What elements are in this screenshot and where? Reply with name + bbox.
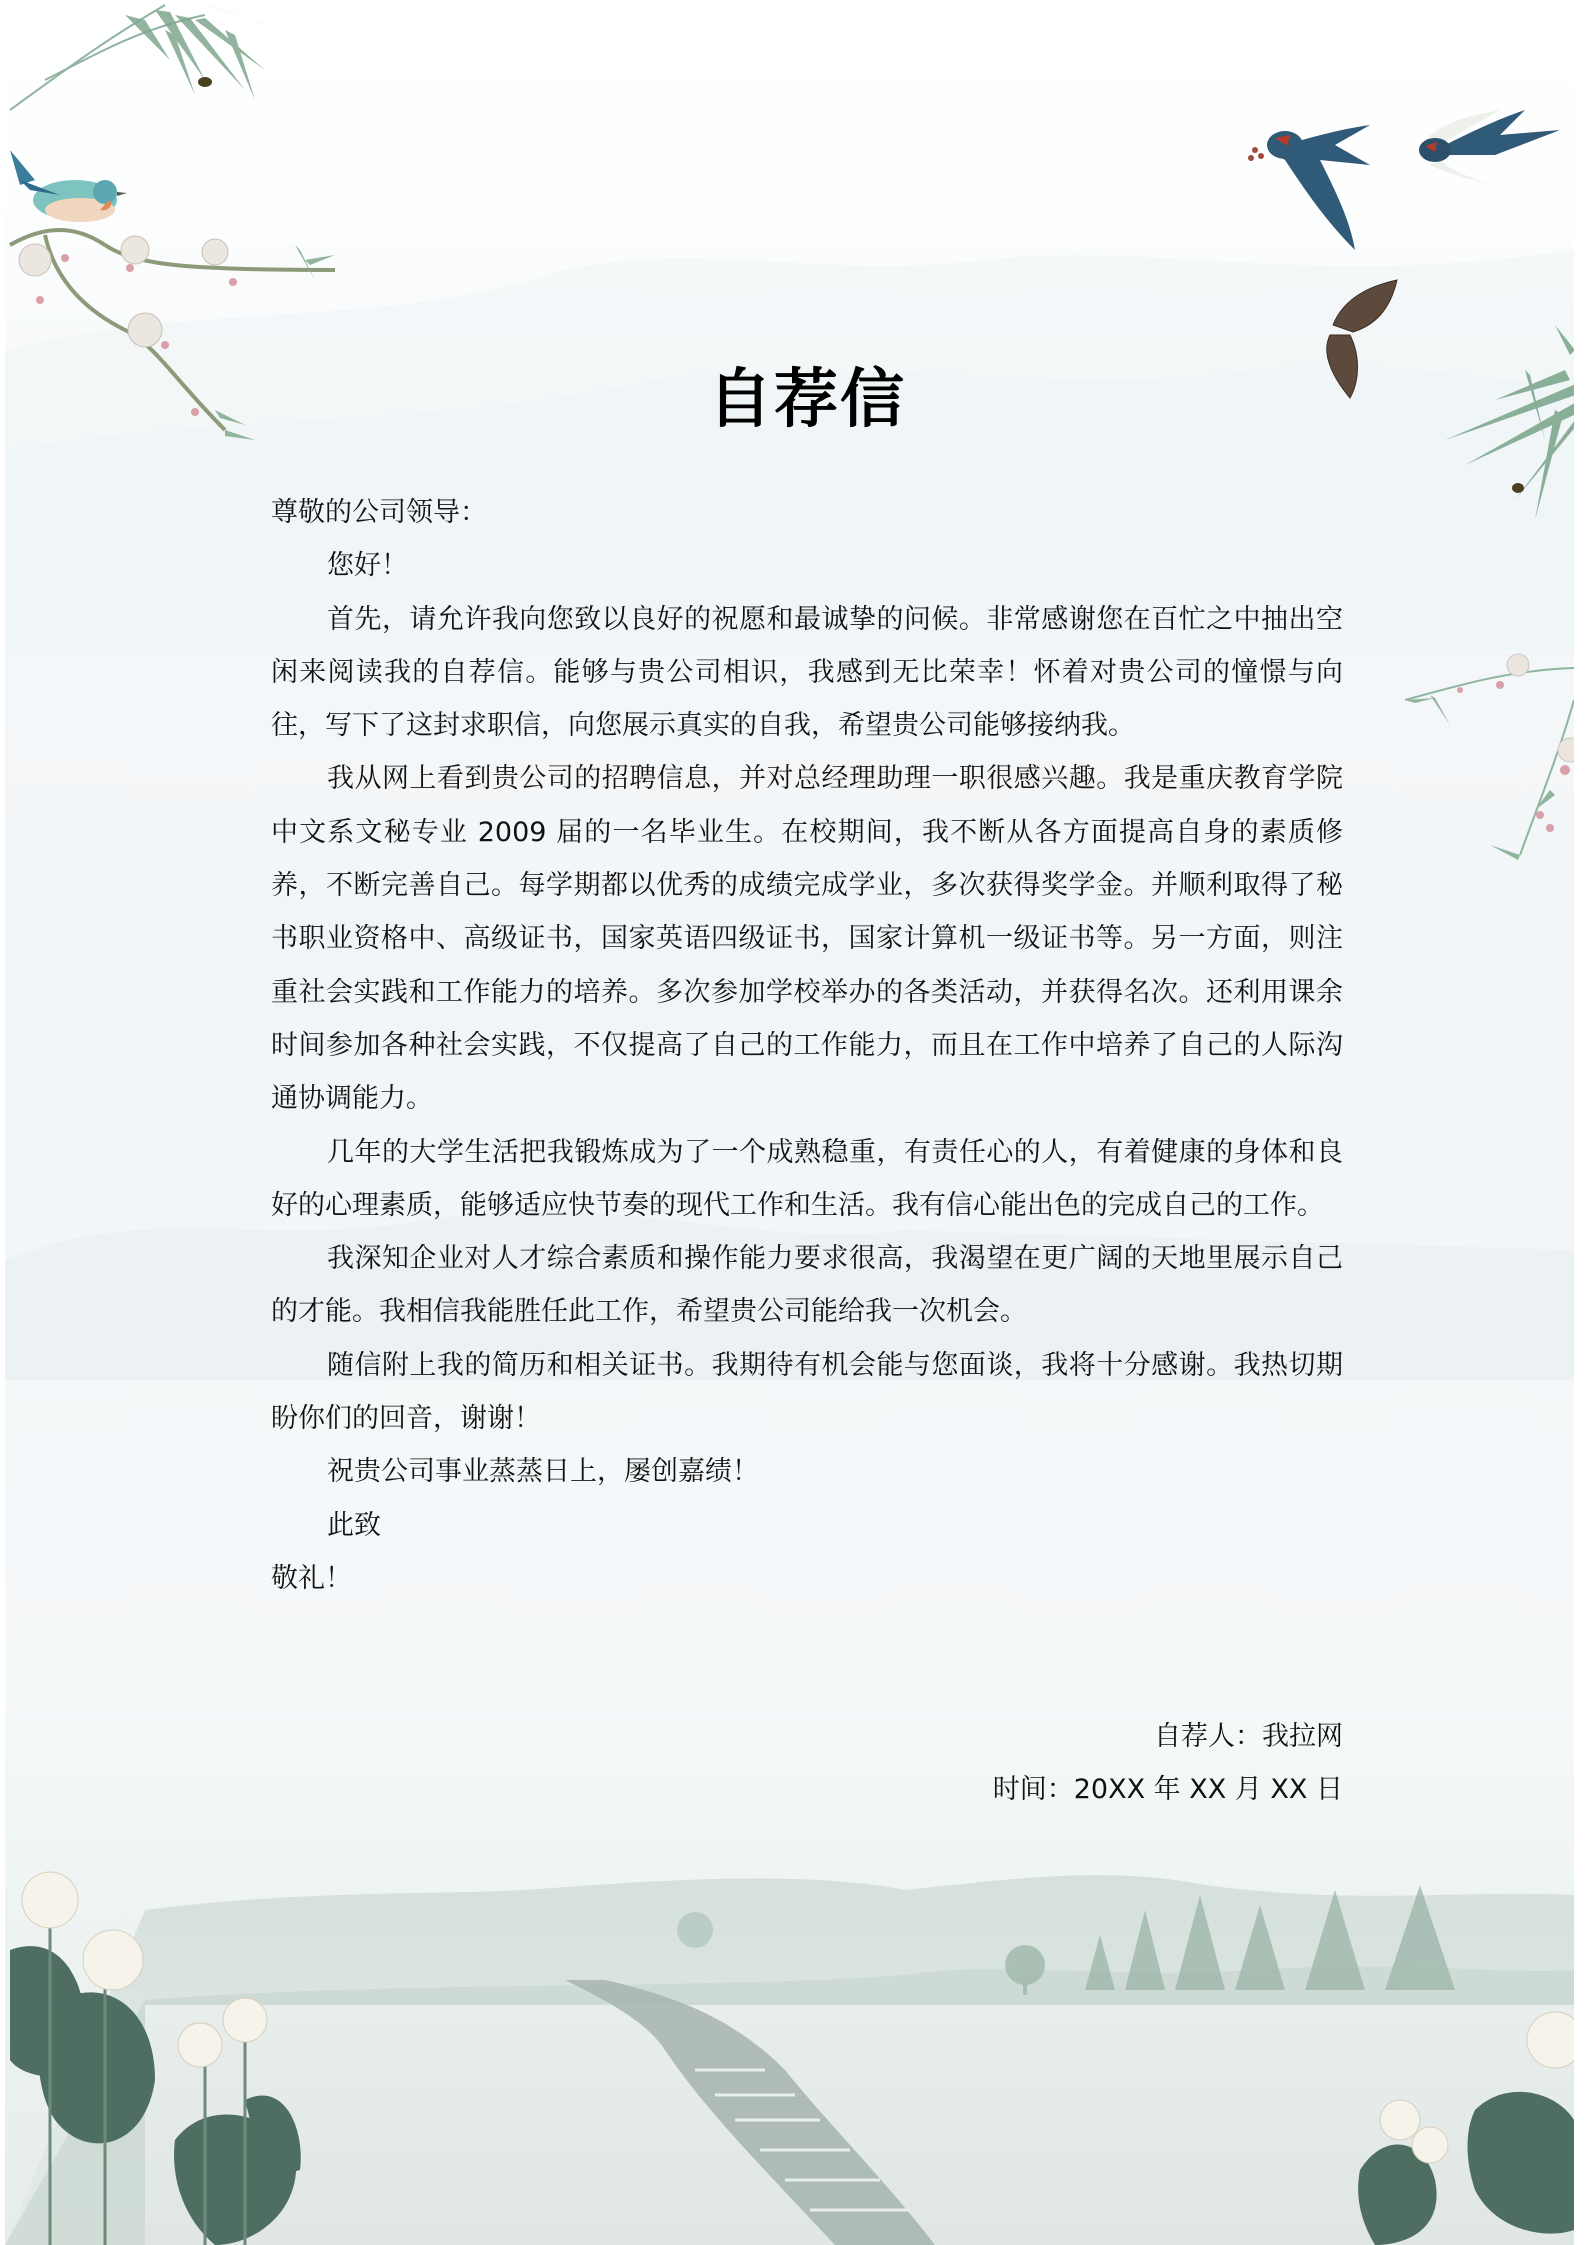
paragraph-background: 我从网上看到贵公司的招聘信息，并对总经理助理一职很感兴趣。我是重庆教育学院中文系文秘专业 2009 届的一名毕业生。在校期间，我不断从各方面提高自身的素质修养，不断完善自己。每学期都以优秀的成绩完成学业，多次获得奖学金。并顺利取得了秘书职业资格中、高级证书，国家英语四级证书，国家计算机一级证书等。另一方面，则注重社会实践和工作能力的培养。多次参加学校举办的各类活动，并获得名次。还利用课余时间参加各种社会实践，不仅提高了自己的工作能力，而且在工作中培养了自己的人际沟通协调能力。 [271, 763, 1343, 1115]
paragraph-aspiration: 我深知企业对人才综合素质和操作能力要求很高，我渴望在更广阔的天地里展示自己的才能。我相信我能胜任此工作，希望贵公司能给我一次机会。 [271, 1243, 1343, 1328]
paragraph-wishes: 祝贵公司事业蒸蒸日上，屡创嘉绩！ [327, 1456, 759, 1488]
paragraph-attachments: 随信附上我的简历和相关证书。我期待有机会能与您面谈，我将十分感谢。我热切期盼你们的回音，谢谢！ [271, 1349, 1343, 1435]
landscape-lake-lotus-decoration [5, 1850, 1574, 2245]
letter-title: 自荐信 [708, 363, 906, 437]
letter-body [271, 486, 1343, 1605]
signature-author: 自荐人：我拉网 [1154, 1721, 1343, 1752]
swallows-butterfly-bamboo-decoration [1225, 80, 1574, 520]
paragraph-intro: 首先，请允许我向您致以良好的祝愿和最诚挚的问候。非常感谢您在百忙之中抽出空闲来阅读我的自荐信。能够与贵公司相识，我感到无比荣幸！怀着对贵公司的憧憬与向往，写下了这封求职信，向您展示真实的自我，希望贵公司能够接纳我。 [271, 603, 1343, 742]
paragraph-character: 几年的大学生活把我锻炼成为了一个成熟稳重，有责任心的人，有着健康的身体和良好的心理素质，能够适应快节奏的现代工作和生活。我有信心能出色的完成自己的工作。 [271, 1136, 1343, 1221]
greeting: 您好！ [327, 550, 408, 582]
signature-block [271, 1710, 1343, 1817]
salutation: 尊敬的公司领导： [271, 497, 487, 528]
blossom-branch-right-decoration [1400, 640, 1574, 870]
closing-line-1: 此致 [327, 1509, 381, 1541]
closing-line-2: 敬礼！ [271, 1562, 352, 1594]
signature-date: 时间：20XX 年 XX 月 XX 日 [992, 1774, 1343, 1806]
